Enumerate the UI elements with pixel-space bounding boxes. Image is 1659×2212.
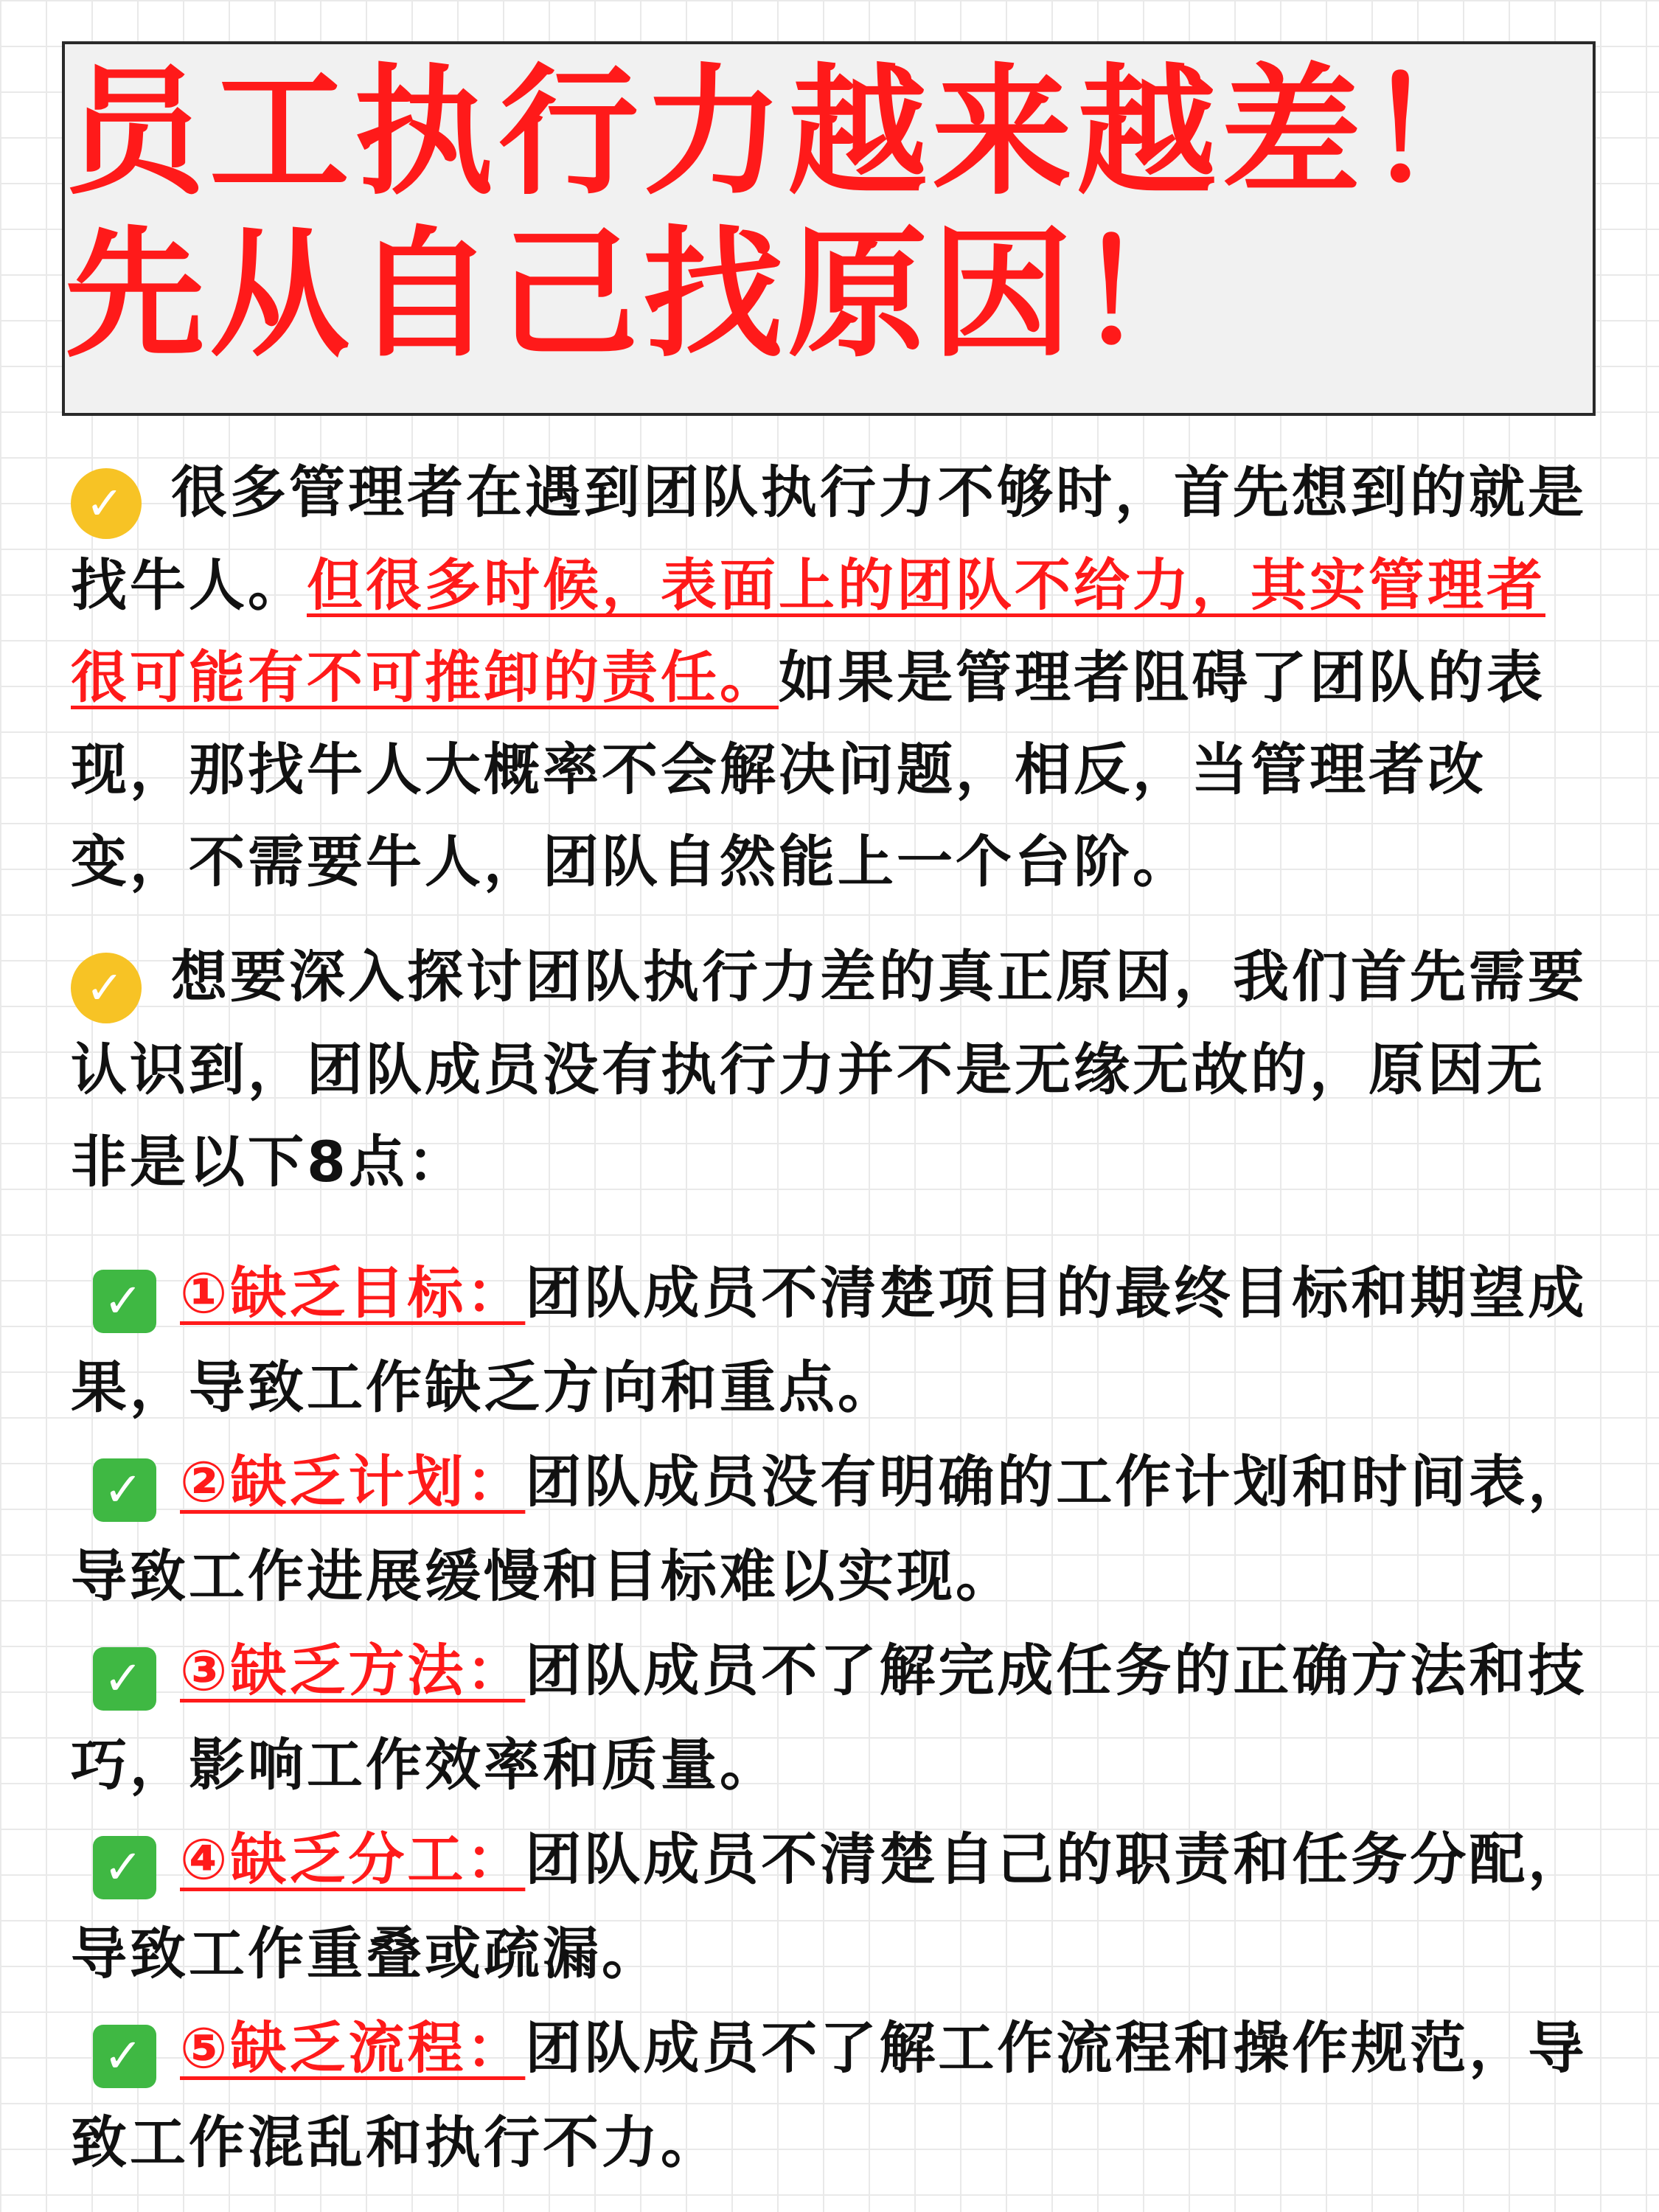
reason-item bbox=[71, 1624, 1627, 1812]
reason-label: ④缺乏分工： bbox=[180, 1826, 526, 1892]
reason-text: 团队成员没有明确的工作计划和时间表，导致工作进展缓慢和目标难以实现。 bbox=[71, 1449, 1587, 1609]
yellow-check-circle-icon: ✓ bbox=[71, 468, 142, 539]
paragraph-causes bbox=[71, 931, 1597, 1208]
reason-label: ②缺乏计划： bbox=[180, 1449, 526, 1514]
green-check-box-icon: ✓ bbox=[93, 1647, 156, 1711]
green-check-box-icon: ✓ bbox=[93, 2025, 156, 2088]
reason-label: ③缺乏方法： bbox=[180, 1638, 526, 1703]
green-check-box-icon: ✓ bbox=[93, 1458, 156, 1522]
reason-text: 团队成员不清楚自己的职责和任务分配，导致工作重叠或疏漏。 bbox=[71, 1826, 1587, 1986]
reason-text: 团队成员不清楚项目的最终目标和期望成果，导致工作缺乏方向和重点。 bbox=[71, 1260, 1587, 1420]
reason-item bbox=[71, 1812, 1627, 2001]
green-check-box-icon: ✓ bbox=[93, 1836, 156, 1899]
reason-item bbox=[71, 1435, 1627, 1624]
title-line-2: 先从自己找原因！ bbox=[65, 213, 1222, 376]
reason-label: ⑤缺乏流程： bbox=[180, 2015, 526, 2081]
causes-text: 想要深入探讨团队执行力差的真正原因，我们首先需要认识到，团队成员没有执行力并不是无缘无故的，原因无非是以下8点： bbox=[71, 944, 1587, 1194]
reason-item bbox=[71, 2001, 1627, 2190]
paragraph-intro bbox=[71, 446, 1597, 908]
reason-item bbox=[71, 1246, 1627, 1435]
intro-text-start: 很多管理者在遇到团队执行力不够时，首先想到的就是找牛人。 bbox=[71, 459, 1587, 618]
intro-highlight: 但很多时候，表面上的团队不给力，其实管理者很可能有不可推卸的责任。 bbox=[71, 552, 1545, 710]
green-check-box-icon: ✓ bbox=[93, 1270, 156, 1333]
reasons-list bbox=[71, 1246, 1627, 2190]
reason-text: 团队成员不了解工作流程和操作规范，导致工作混乱和执行不力。 bbox=[71, 2015, 1587, 2175]
reason-label: ①缺乏目标： bbox=[180, 1260, 526, 1326]
reason-text: 团队成员不了解完成任务的正确方法和技巧，影响工作效率和质量。 bbox=[71, 1638, 1587, 1798]
intro-text-end: 如果是管理者阻碍了团队的表现，那找牛人大概率不会解决问题，相反，当管理者改变，不需要牛人，团队自然能上一个台阶。 bbox=[71, 644, 1545, 894]
title-line-1: 员工执行力越来越差！ bbox=[65, 51, 1511, 214]
yellow-check-circle-icon: ✓ bbox=[71, 953, 142, 1023]
